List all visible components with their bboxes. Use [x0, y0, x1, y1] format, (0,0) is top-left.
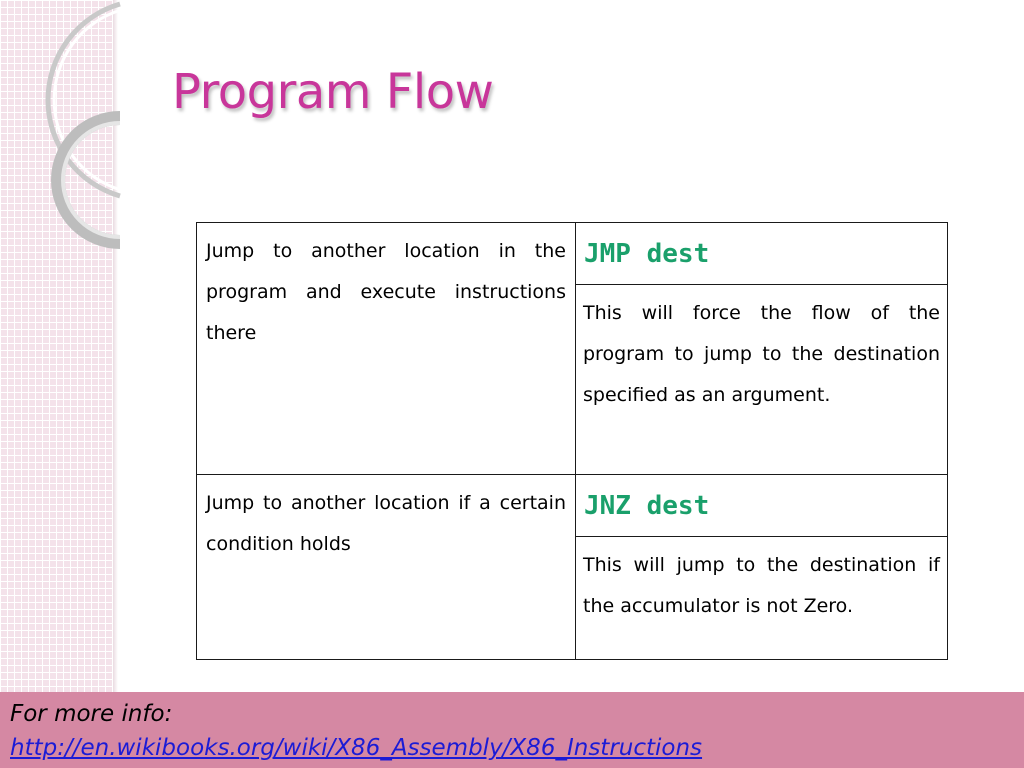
explanation-cell: This will force the flow of the program to jump to the destination specified as an argument. — [576, 285, 948, 475]
table-row — [197, 223, 948, 285]
slide-title: Program Flow — [172, 64, 494, 120]
instructions-table — [196, 222, 948, 660]
description-cell: Jump to another location if a certain condition holds — [197, 475, 576, 660]
description-cell: Jump to another location in the program and execute instructions there — [197, 223, 576, 475]
table-row — [197, 475, 948, 537]
footer-bar — [0, 692, 1024, 768]
decorative-rings-graphic — [0, 0, 160, 260]
command-cell: JMP dest — [576, 223, 948, 285]
footer-label: For more info: — [10, 701, 173, 727]
wikibooks-link[interactable]: http://en.wikibooks.org/wiki/X86_Assembly/X86_Instructions — [10, 735, 703, 761]
explanation-cell: This will jump to the destination if the accumulator is not Zero. — [576, 537, 948, 660]
command-cell: JNZ dest — [576, 475, 948, 537]
